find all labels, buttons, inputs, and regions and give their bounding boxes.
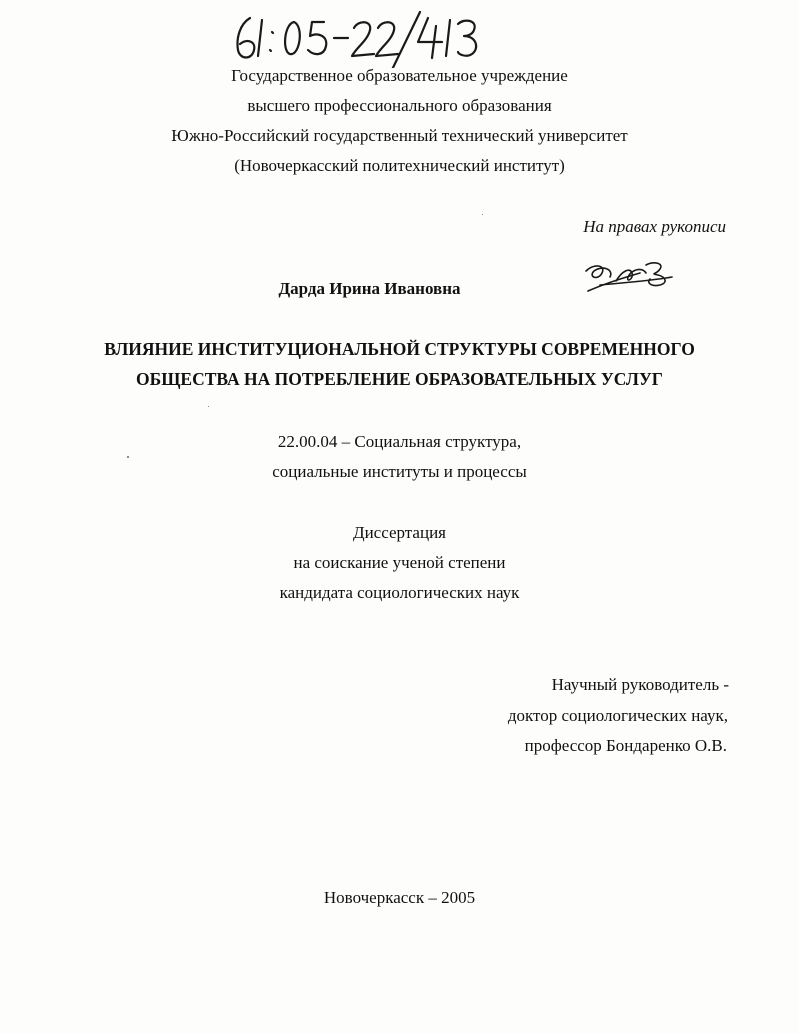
supervisor-name: профессор Бондаренко О.В. xyxy=(524,736,727,755)
dissertation-label: Диссертация xyxy=(352,523,446,542)
manuscript-rights: На правах рукописи xyxy=(583,217,726,236)
institution-line-4: (Новочеркасский политехнический институт) xyxy=(234,156,565,175)
handwritten-archive-mark xyxy=(228,6,488,68)
specialty-line-1: 22.00.04 – Социальная структура, xyxy=(277,432,522,451)
supervisor-label: Научный руководитель - xyxy=(551,675,729,694)
degree-line-2: кандидата социологических наук xyxy=(279,583,520,602)
scan-speck xyxy=(127,456,129,458)
scan-speck xyxy=(482,214,483,215)
supervisor-degree: доктор социологических наук, xyxy=(507,706,728,725)
scan-speck xyxy=(208,406,209,407)
title-line-2: ОБЩЕСТВА НА ПОТРЕБЛЕНИЕ ОБРАЗОВАТЕЛЬНЫХ УСЛУГ xyxy=(136,369,663,389)
specialty-line-2: социальные институты и процессы xyxy=(272,462,527,481)
place-and-year: Новочеркасск – 2005 xyxy=(323,888,476,907)
author-signature xyxy=(580,255,680,299)
title-line-1: ВЛИЯНИЕ ИНСТИТУЦИОНАЛЬНОЙ СТРУКТУРЫ СОВРЕМЕННОГО xyxy=(104,339,695,359)
institution-line-1: Государственное образовательное учреждение xyxy=(231,66,568,85)
institution-line-3: Южно-Российский государственный технический университет xyxy=(171,126,628,145)
author-name: Дарда Ирина Ивановна xyxy=(278,279,461,298)
institution-line-2: высшего профессионального образования xyxy=(247,96,552,115)
degree-line-1: на соискание ученой степени xyxy=(293,553,506,572)
